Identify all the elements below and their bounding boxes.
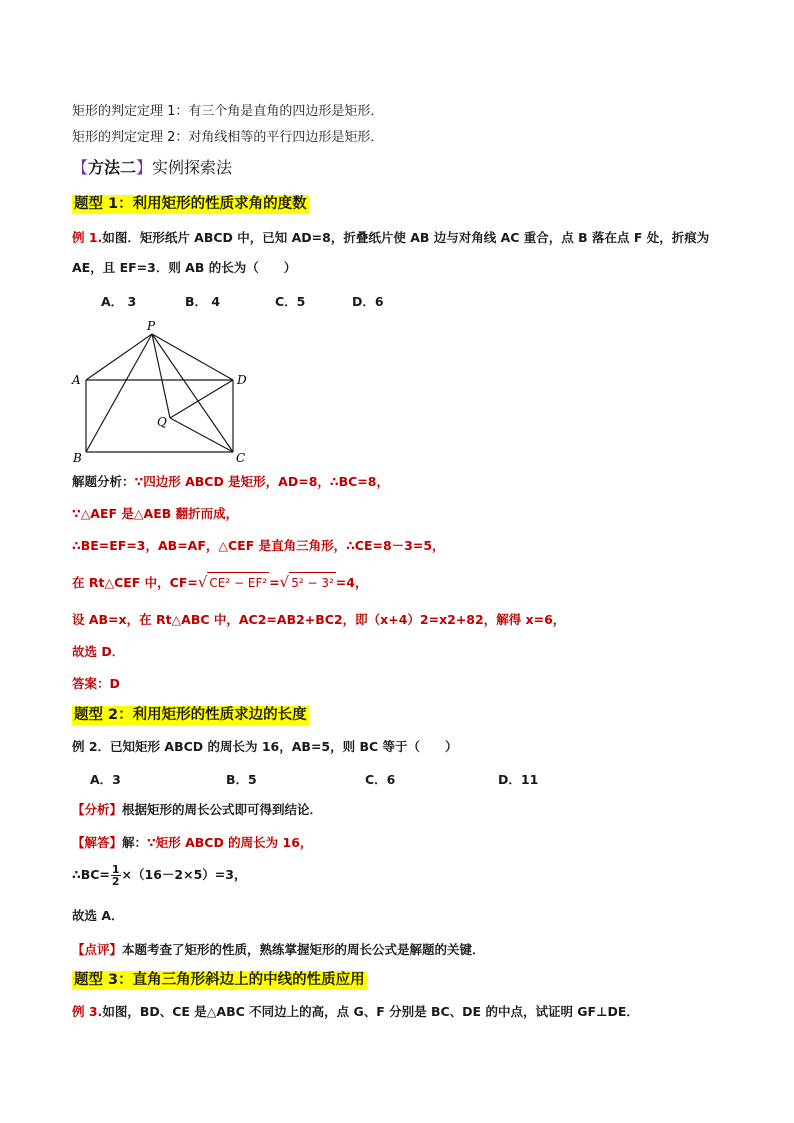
example1-line1: [72, 228, 709, 248]
cf-formula-result: =4，: [335, 575, 368, 590]
rectangle-fold-figure: [66, 316, 266, 466]
comment2: [72, 940, 485, 960]
label-a: A: [72, 373, 81, 387]
segment-pa: [86, 334, 152, 380]
label-d: D: [237, 373, 247, 387]
topic1-header-text: 题型 1：利用矩形的性质求角的度数: [74, 196, 307, 212]
theorem-1: 矩形的判定定理 1：有三个角是直角的四边形是矩形．: [72, 104, 384, 119]
option2-b: B．5: [226, 772, 257, 787]
solution2-pre: 解：: [122, 835, 148, 850]
segment-pd: [152, 334, 233, 380]
option2-d: D．11: [498, 772, 539, 787]
sqrt-icon-2: √: [279, 573, 290, 591]
sqrt-icon: √: [197, 573, 208, 591]
method-bracket-close: 】: [136, 158, 153, 177]
theorem-2: 矩形的判定定理 2：对角线相等的平行四边形是矩形．: [72, 130, 384, 145]
answer1-value: D: [109, 676, 120, 691]
solution1-line6: 故选 D．: [72, 644, 125, 659]
label-b: B: [73, 451, 82, 465]
method-bracket-open: 【: [72, 158, 89, 177]
fraction-half: [111, 864, 121, 887]
method-name: 方法二: [88, 158, 137, 177]
example2: 例 2．已知矩形 ABCD 的周长为 16，AB=5，则 BC 等于（ ）: [72, 739, 458, 754]
solution2-label: 【解答】: [72, 835, 123, 850]
solution1-line3: ∴BE=EF=3，AB=AF，△CEF 是直角三角形，∴CE=8－3=5，: [72, 538, 445, 553]
comment2-label: 【点评】: [72, 942, 123, 957]
option-b: B． 4: [185, 294, 221, 309]
label-q: Q: [157, 415, 167, 429]
answer1: [72, 674, 120, 694]
solution2: [72, 833, 312, 853]
calc-pre: ∴BC=: [72, 867, 110, 882]
analysis2-text: 根据矩形的周长公式即可得到结论．: [122, 802, 323, 817]
radicand-2: 5² − 3²: [289, 572, 336, 593]
example1-text1: 如图．矩形纸片 ABCD 中，已知 AD=8，折叠纸片使 AB 边与对角线 AC 重合，点 B 落在点 F 处，折痕为: [102, 230, 710, 245]
topic3-header-text: 题型 3：直角三角形斜边上的中线的性质应用: [74, 972, 365, 988]
solution1-line2: ∵△AEF 是△AEB 翻折而成，: [72, 506, 239, 521]
analysis2-label: 【分析】: [72, 802, 123, 817]
solution1-label: 解题分析：: [72, 474, 135, 489]
option-d: D．6: [352, 294, 384, 309]
example3-text: 如图，BD、CE 是△ABC 不同边上的高，点 G、F 分别是 BC、DE 的中点，试证明 GF⊥DE．: [102, 1004, 639, 1019]
solution1-text1: ∵四边形 ABCD 是矩形，AD=8，∴BC=8，: [134, 474, 389, 489]
cf-formula-prefix: 在 Rt△CEF 中，CF=: [72, 575, 198, 590]
topic2-header: [72, 705, 309, 726]
solution1-line1: [72, 472, 389, 492]
example1-prefix: 例 1.: [72, 230, 103, 245]
radicand-1: CE² − EF²: [207, 572, 269, 593]
label-c: C: [236, 451, 246, 465]
calc-post: ×（16－2×5）=3，: [121, 867, 247, 882]
solution1-line5: 设 AB=x，在 Rt△ABC 中，AC2=AB2+BC2，即（x+4）2=x2+82，解得 x=6，: [72, 612, 566, 627]
answer1-label: 答案：: [72, 676, 110, 691]
solution2-text: ∵矩形 ABCD 的周长为 16，: [147, 835, 313, 850]
analysis2: [72, 800, 322, 820]
segment-qd: [170, 380, 233, 418]
example3: [72, 1002, 639, 1022]
comment2-text: 本题考查了矩形的性质，熟练掌握矩形的周长公式是解题的关键．: [122, 942, 485, 957]
label-p: P: [147, 319, 156, 333]
choose2: 故选 A．: [72, 908, 124, 923]
example3-prefix: 例 3.: [72, 1004, 103, 1019]
fraction-numerator: 1: [111, 863, 120, 876]
segment-pb: [86, 334, 152, 452]
solution1-line4: [72, 572, 367, 593]
method-title: 实例探索法: [152, 158, 233, 177]
option2-c: C．6: [365, 772, 396, 787]
segment-qc: [170, 418, 233, 452]
topic1-header: [72, 194, 309, 215]
topic2-header-text: 题型 2：利用矩形的性质求边的长度: [74, 707, 307, 723]
topic3-header: [72, 970, 367, 991]
example1-line2: AE，且 EF=3．则 AB 的长为（ ）: [72, 260, 297, 275]
solution2-calc: [72, 862, 246, 888]
option2-a: A．3: [90, 772, 121, 787]
option-a: A． 3: [101, 294, 137, 309]
fraction-denominator: 2: [111, 875, 120, 888]
option-c: C．5: [275, 294, 306, 309]
cf-formula-equals: =: [269, 575, 280, 590]
method-heading: [72, 158, 232, 178]
